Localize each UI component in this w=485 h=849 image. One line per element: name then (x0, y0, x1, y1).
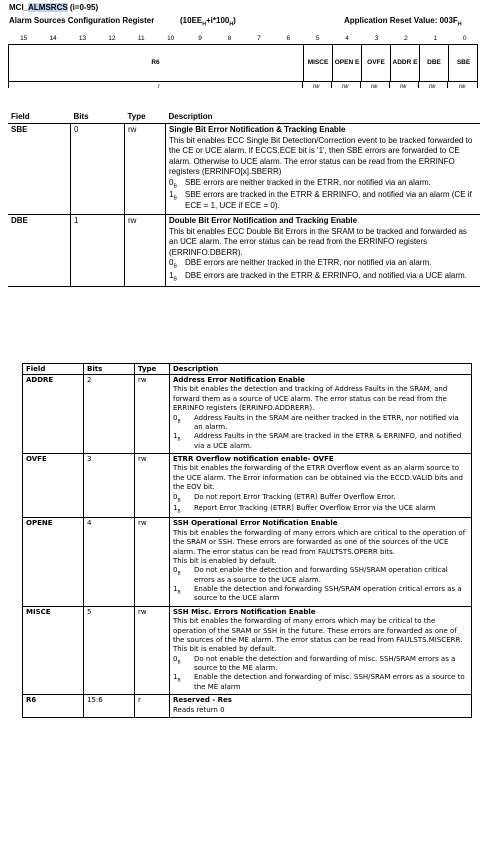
cell-type: rw (135, 375, 170, 454)
cell-bits: 2 (84, 375, 135, 454)
access-misce: rw (313, 84, 320, 90)
value-option (173, 504, 468, 515)
description-title: Single Bit Error Notification & Tracking Enable (169, 125, 346, 134)
description-default-note: This bit is enabled by default. (173, 645, 277, 654)
option-value (173, 566, 194, 585)
description-text: This bit enables the forwarding of many errors which are critical to the operation of the SRAM or SSH. These errors are forwarded as one of the sources of the UCE alarm. The error status can be read from FAULTSTS.OPERR bits. (173, 528, 466, 556)
tick (477, 82, 478, 88)
table-row (23, 606, 472, 694)
field-ovfe: OVFE (361, 45, 390, 81)
tick (360, 82, 361, 88)
access-r6: r (158, 84, 160, 90)
option-value-radix: B (177, 590, 181, 596)
bit-number: 2 (404, 35, 408, 42)
description-title: SSH Misc. Errors Notification Enable (173, 607, 316, 616)
option-value-digit: 0 (173, 413, 178, 422)
header-description: Description (170, 364, 472, 375)
register-title: Alarm Sources Configuration Register (9, 16, 155, 25)
header-type: Type (135, 364, 170, 375)
register-bitfield-diagram (8, 44, 478, 82)
option-text: Enable the detection and forwarding SSH/SRAM operation critical errors as a source to the UCE alarm (194, 585, 462, 603)
cell-field: OVFE (23, 454, 84, 518)
option-text: SBE errors are neither tracked in the ETRR, nor notified via an alarm. (185, 177, 431, 187)
cell-bits: 3 (84, 454, 135, 518)
bit-number: 12 (108, 35, 116, 42)
bit-number: 4 (345, 35, 349, 42)
table-header-row (23, 364, 472, 375)
description-text: This bit enables ECC Double Bit Errors in the SRAM to be tracked and forwarded as an UCE alarm. The error status can be read from the ERRINFO registers (ERRINFO.DBERR). (169, 226, 467, 257)
option-text: Report Error Tracking (ETRR) Buffer Overflow Error via the UCE alarm (194, 503, 436, 512)
option-value-digit: 0 (169, 177, 174, 187)
bit-number: 13 (78, 35, 87, 42)
description-title: SSH Operational Error Notification Enable (173, 519, 338, 528)
option-value-digit: 0 (173, 492, 178, 501)
access-sbe: rw (459, 84, 466, 90)
table-row (23, 518, 472, 606)
option-text: Enable the detection and forwarding of misc. SSH/SRAM errors as a source to the ME alarm (194, 673, 465, 691)
option-text: Address Faults in the SRAM are tracked in the ETRR & ERRINFO, and notified via a UCE alarm. (194, 432, 462, 450)
tick (447, 82, 448, 88)
cell-description (170, 518, 472, 606)
option-text: Do not enable the detection and forwarding SSH/SRAM operation critical errors as a source to the UCE alarm. (194, 566, 448, 584)
value-option (173, 414, 468, 433)
option-value-radix: B (173, 195, 177, 202)
value-option (169, 178, 477, 190)
value-option (173, 673, 468, 692)
cell-field: SBE (8, 124, 71, 215)
cell-bits: 0 (71, 124, 125, 215)
field-table-primary (8, 110, 480, 287)
table-header-row (8, 110, 480, 124)
bit-number: 9 (198, 35, 202, 42)
option-value (173, 432, 194, 451)
option-value (169, 190, 185, 211)
option-value-digit: 1 (169, 270, 174, 280)
value-option (169, 258, 477, 270)
option-text: DBE errors are neither tracked in the ETRR, nor notified via an alarm. (185, 258, 432, 268)
option-value-radix: B (177, 509, 181, 515)
cell-description (170, 375, 472, 454)
header-bits: Bits (84, 364, 135, 375)
cell-description (170, 695, 472, 718)
cell-bits: 1 (71, 215, 125, 287)
value-option (173, 585, 468, 604)
cell-type: rw (135, 454, 170, 518)
option-value-radix: B (177, 497, 181, 503)
cell-bits: 15:6 (84, 695, 135, 718)
description-text: This bit enables the forwarding of the ETRR Overflow event as an alarm source to the UCE alarm. The Error information can be obtained via the ECCD.VALID bits and the EOV bit. (173, 464, 463, 492)
option-value-radix: B (177, 418, 181, 424)
option-value-digit: 1 (169, 190, 174, 200)
option-value (169, 271, 185, 283)
cell-description (166, 215, 481, 287)
bit-number: 6 (286, 35, 291, 42)
description-text: Reads return 0 (173, 705, 225, 714)
table-row (23, 454, 472, 518)
bit-number: 11 (137, 35, 145, 42)
option-value-digit: 1 (173, 503, 178, 512)
cell-type: rw (125, 215, 166, 287)
register-name: MCI_ALMSRCS (i=0-95) (9, 3, 99, 12)
tick (302, 82, 303, 88)
tick (418, 82, 419, 88)
option-text: SBE errors are tracked in the ETRR & ERRINFO, and notified via an alarm (CE if ECE = 1, UCE if ECE = 0). (185, 190, 472, 210)
table-row (8, 124, 480, 215)
bit-number: 3 (374, 35, 379, 42)
cell-type: rw (135, 606, 170, 694)
option-value-radix: B (173, 183, 177, 190)
option-value (173, 493, 194, 504)
value-option (169, 271, 477, 283)
cell-field: ADDRE (23, 375, 84, 454)
option-value-digit: 1 (173, 585, 178, 594)
description-default-note: This bit is enabled by default. (173, 556, 277, 565)
cell-type: r (135, 695, 170, 718)
option-value (169, 258, 185, 270)
register-offset: $(10EE_H+i*100_H)$ (180, 16, 236, 28)
description-title: ETRR Overflow notification enable- OVFE (173, 455, 334, 463)
header-bits: Bits (71, 110, 125, 124)
cell-type: rw (135, 518, 170, 606)
field-r6: R6 (151, 59, 160, 67)
description-title: Double Bit Error Notification and Tracking Enable (169, 216, 358, 226)
field-misce: MISCE (303, 45, 332, 81)
bit-number: 1 (433, 35, 438, 42)
option-value (173, 504, 194, 515)
cell-type: rw (125, 124, 166, 215)
bit-number: 0 (462, 35, 467, 42)
field-table-secondary (22, 363, 472, 718)
header-type: Type (125, 110, 166, 124)
bit-number: 7 (257, 35, 261, 42)
option-value-radix: B (177, 571, 181, 577)
cell-field: MISCE (23, 606, 84, 694)
access-opene: rw (342, 84, 349, 90)
option-value-radix: B (177, 660, 181, 666)
cell-bits: 5 (84, 606, 135, 694)
tick (389, 82, 390, 88)
access-ovfe: rw (371, 84, 378, 90)
option-value (169, 178, 185, 190)
tick (331, 82, 332, 88)
description-title: Address Error Notification Enable (173, 376, 305, 384)
option-text: Address Faults in the SRAM are neither tracked in the ETRR, nor notified via an alarm. (194, 413, 459, 431)
table-row (8, 215, 480, 287)
option-value-radix: B (177, 678, 181, 684)
option-text: Do not enable the detection and forwarding of misc. SSH/SRAM errors as a source to the ME alarm. (194, 654, 456, 673)
value-option (173, 432, 468, 451)
field-addre: ADDR E (390, 45, 419, 81)
value-option (173, 493, 468, 504)
header-field: Field (23, 364, 84, 375)
option-value-digit: 1 (173, 673, 178, 682)
access-dbe: rw (429, 84, 436, 90)
cell-description (170, 606, 472, 694)
header-description: Description (166, 110, 481, 124)
option-value (173, 655, 194, 674)
description-text: This bit enables ECC Single Bit Detection/Correction event to be tracked forwarded to the CE or UCE alarm. If ECCS.ECE bit is '1', then SBE errors are forwarded to CE alarm. Otherwise to UCE alarm. The error status can be read from the ERRINFO registers (ERRINFO[x].SBERR) (169, 135, 473, 177)
cell-field: R6 (23, 695, 84, 718)
cell-field: OPENE (23, 518, 84, 606)
option-value-digit: 1 (173, 432, 178, 441)
reset-value: Application Reset Value: $003F_H$ (344, 16, 462, 28)
option-value-radix: B (173, 264, 177, 271)
cell-description (166, 124, 481, 215)
description-text: This bit enables the detection and tracking of Address Faults in the SRAM, and forward them as a source of UCE alarm. The error status can be read from the ERRINFO registers (ERRINFO.ADDRERR). (173, 385, 448, 413)
option-value-radix: B (177, 437, 181, 443)
field-dbe: DBE (419, 45, 448, 81)
cell-description (170, 454, 472, 518)
bit-number: 15 (20, 35, 28, 42)
register-name-highlight: ALMSRCS (28, 3, 68, 12)
option-value (173, 414, 194, 433)
option-value (173, 673, 194, 692)
option-text: Do not report Error Tracking (ETRR) Buffer Overflow Error. (194, 492, 396, 501)
option-value-radix: B (173, 276, 177, 283)
value-option (173, 566, 468, 585)
cell-field: DBE (8, 215, 71, 287)
field-sbe: SBE (448, 45, 478, 81)
value-option (169, 190, 477, 211)
option-value-digit: 0 (169, 258, 174, 268)
option-value-digit: 0 (173, 566, 178, 575)
access-addre: rw (400, 84, 407, 90)
bit-number: 5 (315, 35, 320, 42)
description-text: This bit enables the forwarding of many errors which may be critical to the operation of the SRAM or SSH in the future. These errors are forwarded as one of the sources of the ME alarm. The error status can be read from FAULSTS.MISCERR. (173, 617, 463, 644)
bit-number: 14 (49, 35, 57, 42)
cell-bits: 4 (84, 518, 135, 606)
description-title: Reserved - Res (173, 696, 232, 705)
table-row (23, 375, 472, 454)
option-value-digit: 0 (173, 654, 178, 663)
table-row (23, 695, 472, 718)
option-text: DBE errors are tracked in the ETRR & ERRINFO, and notified via a UCE alarm. (185, 270, 467, 280)
value-option (173, 655, 468, 674)
tick (8, 82, 9, 88)
field-opene: OPEN E (332, 45, 361, 81)
bit-number: 10 (167, 35, 175, 42)
option-value (173, 585, 194, 604)
header-field: Field (8, 110, 71, 124)
bit-number: 8 (227, 35, 232, 42)
